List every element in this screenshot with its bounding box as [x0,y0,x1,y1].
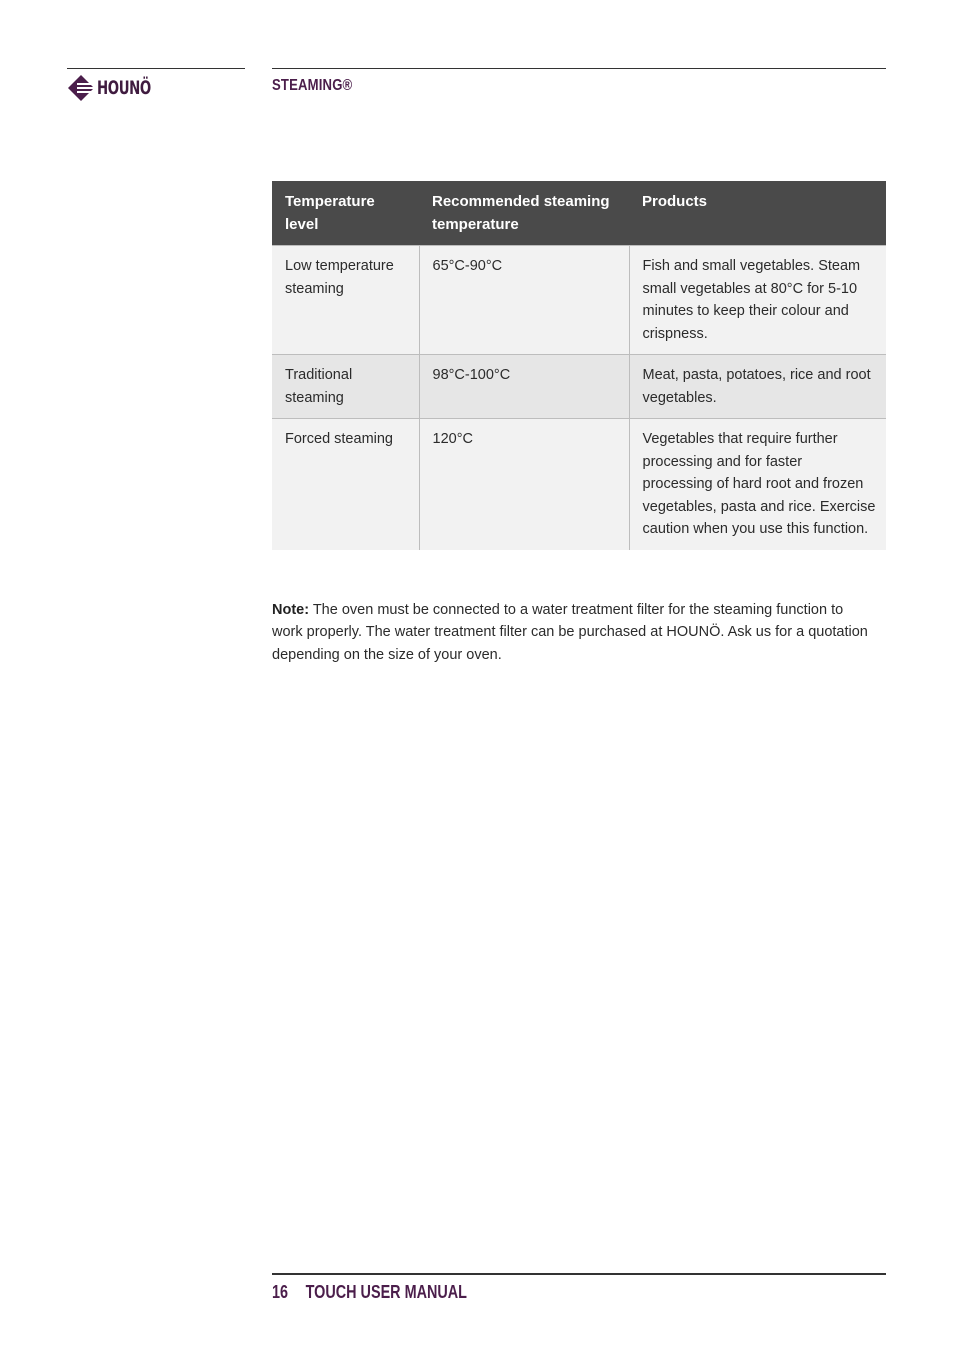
header-rule-right [272,68,886,69]
cell-temperature: 120°C [419,419,629,550]
page-number: 16 [272,1282,289,1302]
brand-name: HOUNÖ [97,77,151,99]
header-recommended-temperature: Recommended steaming temperature [419,181,629,246]
note-label: Note: [272,601,310,618]
cell-products: Fish and small vegetables. Steam small vegetables at 80°C for 5-10 minutes to keep their colour and crispness. [629,246,886,355]
table-row [272,355,886,419]
cell-level: Traditional steaming [272,355,419,419]
section-title: STEAMING® [272,77,353,94]
table-row [272,419,886,550]
page-footer [272,1282,467,1303]
header-temperature-level: Temperature level [272,181,419,246]
header-products: Products [629,181,886,246]
brand-logo [67,74,166,102]
table-row [272,246,886,355]
cell-level: Forced steaming [272,419,419,550]
cell-level: Low temperature steaming [272,246,419,355]
note-paragraph [272,599,872,667]
table-header-row [272,181,886,246]
manual-title: TOUCH USER MANUAL [305,1282,467,1302]
cell-products: Vegetables that require further processing and for faster processing of hard root and frozen vegetables, pasta and rice. Exercise caution when you use this function. [629,419,886,550]
cell-products: Meat, pasta, potatoes, rice and root vegetables. [629,355,886,419]
cell-temperature: 65°C-90°C [419,246,629,355]
steaming-table [272,181,886,550]
footer-rule [272,1273,886,1275]
note-text: The oven must be connected to a water treatment filter for the steaming function to work properly. The water treatment filter can be purchased at HOUNÖ. Ask us for a quotation depending on the size of your oven. [272,601,868,663]
cell-temperature: 98°C-100°C [419,355,629,419]
header-rule-left [67,68,245,69]
hounoe-diamond-logo-icon [67,74,95,102]
